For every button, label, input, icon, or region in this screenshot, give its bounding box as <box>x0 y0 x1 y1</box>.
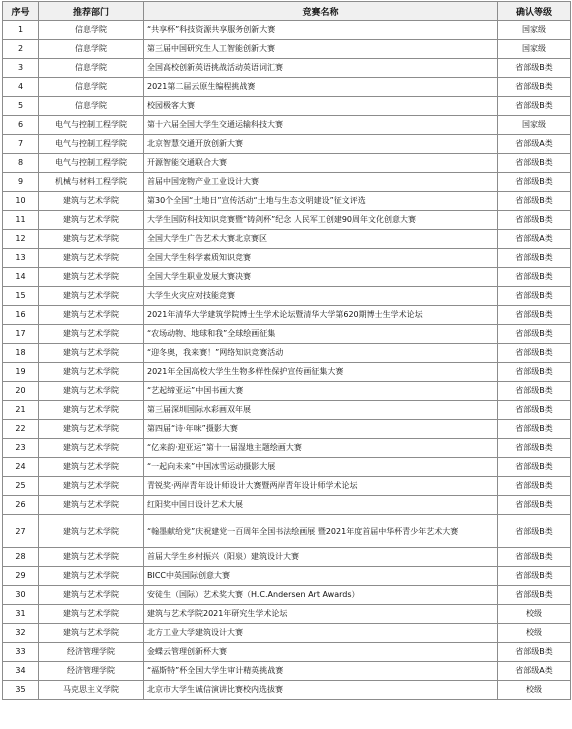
cell-num: 11 <box>3 211 39 230</box>
cell-dept: 经济管理学院 <box>39 643 144 662</box>
cell-dept: 电气与控制工程学院 <box>39 116 144 135</box>
cell-num: 17 <box>3 325 39 344</box>
header-dept: 推荐部门 <box>39 2 144 21</box>
cell-num: 9 <box>3 173 39 192</box>
cell-num: 27 <box>3 515 39 548</box>
table-row <box>3 21 571 40</box>
cell-name: 北方工业大学建筑设计大赛 <box>144 624 498 643</box>
cell-level: 省部级B类 <box>498 325 571 344</box>
table-row <box>3 477 571 496</box>
cell-dept: 建筑与艺术学院 <box>39 567 144 586</box>
cell-name: 建筑与艺术学院2021年研究生学术论坛 <box>144 605 498 624</box>
cell-level: 省部级B类 <box>498 268 571 287</box>
cell-num: 16 <box>3 306 39 325</box>
cell-dept: 建筑与艺术学院 <box>39 458 144 477</box>
table-row <box>3 40 571 59</box>
cell-level: 省部级B类 <box>498 97 571 116</box>
cell-name: 青锐奖·两岸青年设计师设计大赛暨两岸青年设计师学术论坛 <box>144 477 498 496</box>
cell-dept: 建筑与艺术学院 <box>39 363 144 382</box>
header-name: 竞赛名称 <box>144 2 498 21</box>
header-row <box>3 2 571 21</box>
table-row <box>3 420 571 439</box>
cell-dept: 建筑与艺术学院 <box>39 382 144 401</box>
table-row <box>3 382 571 401</box>
cell-dept: 建筑与艺术学院 <box>39 439 144 458</box>
cell-num: 31 <box>3 605 39 624</box>
cell-dept: 马克思主义学院 <box>39 681 144 700</box>
cell-num: 33 <box>3 643 39 662</box>
cell-num: 19 <box>3 363 39 382</box>
cell-num: 14 <box>3 268 39 287</box>
cell-level: 省部级A类 <box>498 662 571 681</box>
cell-level: 省部级B类 <box>498 173 571 192</box>
table-row <box>3 325 571 344</box>
cell-num: 25 <box>3 477 39 496</box>
cell-dept: 建筑与艺术学院 <box>39 287 144 306</box>
cell-level: 省部级B类 <box>498 78 571 97</box>
cell-level: 省部级B类 <box>498 420 571 439</box>
cell-level: 校级 <box>498 681 571 700</box>
cell-level: 校级 <box>498 605 571 624</box>
table-row <box>3 624 571 643</box>
cell-num: 5 <box>3 97 39 116</box>
cell-num: 8 <box>3 154 39 173</box>
table-body <box>3 21 571 700</box>
cell-name: 2021第二届云原生编程挑战赛 <box>144 78 498 97</box>
table-row <box>3 135 571 154</box>
table-row <box>3 458 571 477</box>
table-row <box>3 662 571 681</box>
cell-name: 校园极客大赛 <box>144 97 498 116</box>
cell-name: 红阳奖中国日设计艺术大展 <box>144 496 498 515</box>
table-row <box>3 268 571 287</box>
table-row <box>3 605 571 624</box>
cell-level: 省部级B类 <box>498 249 571 268</box>
cell-dept: 建筑与艺术学院 <box>39 586 144 605</box>
cell-name: “福斯特”杯全国大学生审计精英挑战赛 <box>144 662 498 681</box>
table-row <box>3 586 571 605</box>
cell-level: 国家级 <box>498 116 571 135</box>
cell-level: 省部级B类 <box>498 458 571 477</box>
cell-num: 13 <box>3 249 39 268</box>
cell-dept: 建筑与艺术学院 <box>39 249 144 268</box>
cell-dept: 建筑与艺术学院 <box>39 268 144 287</box>
header-num: 序号 <box>3 2 39 21</box>
cell-dept: 建筑与艺术学院 <box>39 624 144 643</box>
cell-name: “农场动物、地球和我”全球绘画征集 <box>144 325 498 344</box>
table-row <box>3 401 571 420</box>
cell-name: 2021年清华大学建筑学院博士生学术论坛暨清华大学第620期博士生学术论坛 <box>144 306 498 325</box>
table-row <box>3 515 571 548</box>
cell-name: 首届大学生乡村振兴（阳泉）建筑设计大赛 <box>144 548 498 567</box>
cell-num: 22 <box>3 420 39 439</box>
cell-level: 省部级B类 <box>498 59 571 78</box>
cell-dept: 信息学院 <box>39 40 144 59</box>
cell-dept: 建筑与艺术学院 <box>39 192 144 211</box>
cell-num: 34 <box>3 662 39 681</box>
cell-name: 全国大学生科学素质知识竞赛 <box>144 249 498 268</box>
cell-num: 30 <box>3 586 39 605</box>
table-row <box>3 287 571 306</box>
cell-num: 35 <box>3 681 39 700</box>
table-header <box>3 2 571 21</box>
cell-name: 全国高校创新英语挑战活动英语词汇赛 <box>144 59 498 78</box>
cell-dept: 建筑与艺术学院 <box>39 325 144 344</box>
cell-name: 大学生火灾应对技能竞赛 <box>144 287 498 306</box>
cell-name: 全国大学生广告艺术大赛北京赛区 <box>144 230 498 249</box>
cell-dept: 信息学院 <box>39 97 144 116</box>
cell-num: 29 <box>3 567 39 586</box>
cell-name: “翰墨献给党”庆祝建党一百周年全国书法绘画展 暨2021年度首届中华杯青少年艺术大赛 <box>144 515 498 548</box>
table-row <box>3 306 571 325</box>
cell-dept: 电气与控制工程学院 <box>39 135 144 154</box>
cell-level: 省部级B类 <box>498 382 571 401</box>
cell-level: 省部级B类 <box>498 401 571 420</box>
cell-name: 全国大学生职业发展大赛决赛 <box>144 268 498 287</box>
cell-name: 北京市大学生诚信演讲比赛校内选拔赛 <box>144 681 498 700</box>
cell-dept: 信息学院 <box>39 21 144 40</box>
cell-name: “共享杯”科技资源共享服务创新大赛 <box>144 21 498 40</box>
cell-num: 15 <box>3 287 39 306</box>
cell-level: 省部级A类 <box>498 230 571 249</box>
table-row <box>3 567 571 586</box>
cell-dept: 建筑与艺术学院 <box>39 548 144 567</box>
table-row <box>3 249 571 268</box>
cell-dept: 信息学院 <box>39 59 144 78</box>
cell-dept: 建筑与艺术学院 <box>39 211 144 230</box>
cell-name: 金蝶云管理创新杯大赛 <box>144 643 498 662</box>
cell-level: 省部级A类 <box>498 135 571 154</box>
cell-name: 首届中国宠物产业工业设计大赛 <box>144 173 498 192</box>
table-row <box>3 548 571 567</box>
cell-num: 2 <box>3 40 39 59</box>
table-row <box>3 439 571 458</box>
cell-level: 省部级B类 <box>498 344 571 363</box>
cell-name: 2021年全国高校大学生生物多样性保护宣传画征集大赛 <box>144 363 498 382</box>
cell-num: 32 <box>3 624 39 643</box>
cell-name: “迎冬奥，我来赛！”网络知识竞赛活动 <box>144 344 498 363</box>
cell-name: 开源智能交通联合大赛 <box>144 154 498 173</box>
cell-dept: 电气与控制工程学院 <box>39 154 144 173</box>
table-row <box>3 344 571 363</box>
cell-name: BICC中英国际创意大赛 <box>144 567 498 586</box>
table-row <box>3 97 571 116</box>
cell-name: “一起向未来”中国冰雪运动摄影大展 <box>144 458 498 477</box>
cell-dept: 建筑与艺术学院 <box>39 230 144 249</box>
table-row <box>3 116 571 135</box>
cell-dept: 建筑与艺术学院 <box>39 515 144 548</box>
cell-name: 北京智慧交通开放创新大赛 <box>144 135 498 154</box>
cell-name: 第四届“诗·年味”摄影大赛 <box>144 420 498 439</box>
cell-name: 第十六届全国大学生交通运输科技大赛 <box>144 116 498 135</box>
cell-num: 4 <box>3 78 39 97</box>
cell-dept: 建筑与艺术学院 <box>39 605 144 624</box>
competition-table <box>2 1 571 700</box>
cell-level: 省部级B类 <box>498 643 571 662</box>
cell-level: 国家级 <box>498 21 571 40</box>
cell-num: 7 <box>3 135 39 154</box>
cell-dept: 经济管理学院 <box>39 662 144 681</box>
cell-dept: 建筑与艺术学院 <box>39 496 144 515</box>
cell-level: 省部级B类 <box>498 586 571 605</box>
cell-num: 23 <box>3 439 39 458</box>
cell-num: 3 <box>3 59 39 78</box>
header-level: 确认等级 <box>498 2 571 21</box>
table-row <box>3 59 571 78</box>
table-row <box>3 681 571 700</box>
cell-level: 省部级B类 <box>498 287 571 306</box>
cell-dept: 建筑与艺术学院 <box>39 401 144 420</box>
cell-dept: 建筑与艺术学院 <box>39 420 144 439</box>
cell-level: 省部级B类 <box>498 306 571 325</box>
cell-name: 第三届深圳国际水彩画双年展 <box>144 401 498 420</box>
cell-dept: 建筑与艺术学院 <box>39 477 144 496</box>
cell-level: 省部级B类 <box>498 154 571 173</box>
table-row <box>3 192 571 211</box>
cell-num: 28 <box>3 548 39 567</box>
cell-num: 24 <box>3 458 39 477</box>
cell-level: 省部级B类 <box>498 496 571 515</box>
cell-dept: 机械与材料工程学院 <box>39 173 144 192</box>
cell-num: 20 <box>3 382 39 401</box>
cell-num: 21 <box>3 401 39 420</box>
cell-name: 安徒生（国际）艺术奖大赛（H.C.Andersen Art Awards） <box>144 586 498 605</box>
cell-name: 大学生国防科技知识竞赛暨“铸剑杯”纪念 人民军工创建90周年文化创意大赛 <box>144 211 498 230</box>
table-row <box>3 230 571 249</box>
cell-dept: 信息学院 <box>39 78 144 97</box>
table-row <box>3 211 571 230</box>
cell-dept: 建筑与艺术学院 <box>39 344 144 363</box>
cell-level: 省部级B类 <box>498 477 571 496</box>
cell-name: “艺起缔亚运”中国书画大赛 <box>144 382 498 401</box>
cell-level: 省部级B类 <box>498 363 571 382</box>
cell-num: 6 <box>3 116 39 135</box>
table-row <box>3 154 571 173</box>
table-row <box>3 643 571 662</box>
cell-num: 26 <box>3 496 39 515</box>
cell-dept: 建筑与艺术学院 <box>39 306 144 325</box>
table-row <box>3 363 571 382</box>
cell-level: 省部级B类 <box>498 211 571 230</box>
cell-name: 第30个全国“土地日”宣传活动“土地与生态文明建设”征文评选 <box>144 192 498 211</box>
cell-level: 省部级B类 <box>498 567 571 586</box>
cell-num: 12 <box>3 230 39 249</box>
cell-level: 国家级 <box>498 40 571 59</box>
cell-level: 省部级B类 <box>498 515 571 548</box>
cell-num: 1 <box>3 21 39 40</box>
cell-num: 10 <box>3 192 39 211</box>
cell-level: 省部级B类 <box>498 548 571 567</box>
cell-name: 第三届中国研究生人工智能创新大赛 <box>144 40 498 59</box>
cell-level: 省部级B类 <box>498 192 571 211</box>
cell-level: 校级 <box>498 624 571 643</box>
cell-level: 省部级B类 <box>498 439 571 458</box>
table-row <box>3 173 571 192</box>
table-row <box>3 496 571 515</box>
table-row <box>3 78 571 97</box>
cell-name: “亿来韵·迎亚运”第十一届湿地主题绘画大赛 <box>144 439 498 458</box>
cell-num: 18 <box>3 344 39 363</box>
